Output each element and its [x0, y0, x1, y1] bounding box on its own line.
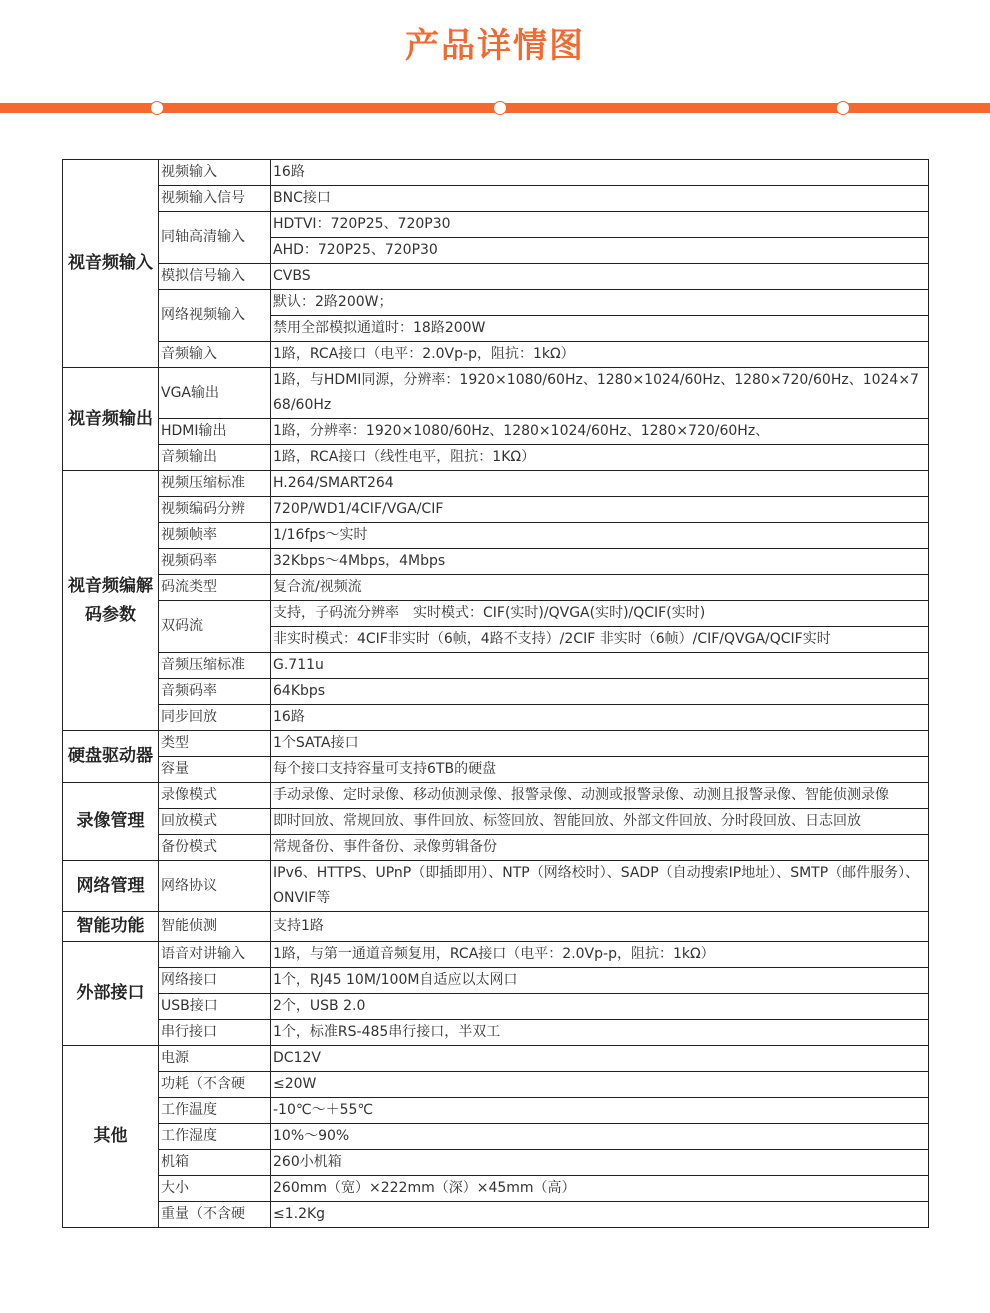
item-name-cell: 视频压缩标准: [159, 471, 271, 497]
table-row: [63, 968, 929, 994]
table-row: [63, 942, 929, 968]
item-value-cell: 1路，与HDMI同源，分辨率：1920×1080/60Hz、1280×1024/60Hz、1280×720/60Hz、1024×768/60Hz: [271, 368, 929, 419]
item-value-cell: 1/16fps～实时: [271, 523, 929, 549]
item-value-cell: 260mm（宽）×222mm（深）×45mm（高）: [271, 1176, 929, 1202]
item-name-cell: 音频输入: [159, 342, 271, 368]
item-name-cell: 工作湿度: [159, 1124, 271, 1150]
item-name-cell: 视频编码分辨: [159, 497, 271, 523]
table-row: [63, 1046, 929, 1072]
item-value-cell: 720P/WD1/4CIF/VGA/CIF: [271, 497, 929, 523]
table-row: [63, 471, 929, 497]
item-value-cell: H.264/SMART264: [271, 471, 929, 497]
category-cell: 视音频输入: [63, 160, 159, 368]
item-value-cell: -10℃～＋55℃: [271, 1098, 929, 1124]
table-row: [63, 186, 929, 212]
item-value-cell: 每个接口支持容量可支持6TB的硬盘: [271, 757, 929, 783]
divider-dot-icon: [836, 101, 850, 115]
table-row: [63, 445, 929, 471]
item-name-cell: 容量: [159, 757, 271, 783]
table-row: [63, 160, 929, 186]
item-name-cell: 视频输入: [159, 160, 271, 186]
item-value-cell: 非实时模式：4CIF非实时（6帧，4路不支持）/2CIF 非实时（6帧）/CIF/QVGA/QCIF实时: [271, 627, 929, 653]
table-row: [63, 731, 929, 757]
table-row: [63, 861, 929, 912]
category-cell: 视音频编解码参数: [63, 471, 159, 731]
table-row: [63, 653, 929, 679]
item-name-cell: 智能侦测: [159, 912, 271, 942]
item-name-cell: 音频输出: [159, 445, 271, 471]
item-value-cell: 常规备份、事件备份、录像剪辑备份: [271, 835, 929, 861]
item-name-cell: 双码流: [159, 601, 271, 653]
item-value-cell: 1路，分辨率：1920×1080/60Hz、1280×1024/60Hz、1280×720/60Hz、: [271, 419, 929, 445]
item-name-cell: 电源: [159, 1046, 271, 1072]
item-name-cell: VGA输出: [159, 368, 271, 419]
item-name-cell: 视频码率: [159, 549, 271, 575]
table-row: [63, 1202, 929, 1228]
item-name-cell: 网络接口: [159, 968, 271, 994]
table-row: [63, 290, 929, 316]
item-name-cell: 类型: [159, 731, 271, 757]
item-value-cell: DC12V: [271, 1046, 929, 1072]
item-name-cell: 同轴高清输入: [159, 212, 271, 264]
table-row: [63, 705, 929, 731]
item-value-cell: 1路，与第一通道音频复用，RCA接口（电平：2.0Vp-p，阻抗：1kΩ）: [271, 942, 929, 968]
item-name-cell: 功耗（不含硬: [159, 1072, 271, 1098]
item-value-cell: AHD：720P25、720P30: [271, 238, 929, 264]
item-value-cell: 16路: [271, 705, 929, 731]
table-row: [63, 994, 929, 1020]
table-row: [63, 809, 929, 835]
item-name-cell: 工作温度: [159, 1098, 271, 1124]
item-value-cell: 2个，USB 2.0: [271, 994, 929, 1020]
item-name-cell: HDMI输出: [159, 419, 271, 445]
item-name-cell: 音频码率: [159, 679, 271, 705]
table-row: [63, 1176, 929, 1202]
item-value-cell: IPv6、HTTPS、UPnP（即插即用）、NTP（网络校时）、SADP（自动搜索IP地址）、SMTP（邮件服务）、ONVIF等: [271, 861, 929, 912]
item-value-cell: 默认：2路200W；: [271, 290, 929, 316]
item-value-cell: 1个SATA接口: [271, 731, 929, 757]
category-cell: 视音频输出: [63, 368, 159, 471]
table-row: [63, 1150, 929, 1176]
item-name-cell: 音频压缩标准: [159, 653, 271, 679]
item-value-cell: 64Kbps: [271, 679, 929, 705]
table-row: [63, 783, 929, 809]
table-row: [63, 1072, 929, 1098]
table-row: [63, 1020, 929, 1046]
item-value-cell: 1个，标准RS-485串行接口，半双工: [271, 1020, 929, 1046]
item-value-cell: CVBS: [271, 264, 929, 290]
item-name-cell: 同步回放: [159, 705, 271, 731]
category-cell: 录像管理: [63, 783, 159, 861]
item-value-cell: 32Kbps～4Mbps，4Mbps: [271, 549, 929, 575]
item-name-cell: 机箱: [159, 1150, 271, 1176]
item-name-cell: USB接口: [159, 994, 271, 1020]
item-value-cell: 支持，子码流分辨率 实时模式：CIF(实时)/QVGA(实时)/QCIF(实时): [271, 601, 929, 627]
item-value-cell: 1个，RJ45 10M/100M自适应以太网口: [271, 968, 929, 994]
table-row: [63, 549, 929, 575]
item-value-cell: 1路，RCA接口（电平：2.0Vp-p，阻抗：1kΩ）: [271, 342, 929, 368]
category-cell: 硬盘驱动器: [63, 731, 159, 783]
item-value-cell: 复合流/视频流: [271, 575, 929, 601]
table-row: [63, 679, 929, 705]
item-name-cell: 备份模式: [159, 835, 271, 861]
table-row: [63, 1098, 929, 1124]
table-row: [63, 523, 929, 549]
item-name-cell: 串行接口: [159, 1020, 271, 1046]
item-value-cell: HDTVI：720P25、720P30: [271, 212, 929, 238]
item-value-cell: 支持1路: [271, 912, 929, 942]
item-value-cell: 1路，RCA接口（线性电平，阻抗：1KΩ）: [271, 445, 929, 471]
item-value-cell: 16路: [271, 160, 929, 186]
item-value-cell: G.711u: [271, 653, 929, 679]
item-name-cell: 视频帧率: [159, 523, 271, 549]
item-value-cell: 禁用全部模拟通道时：18路200W: [271, 316, 929, 342]
category-cell: 智能功能: [63, 912, 159, 942]
item-name-cell: 大小: [159, 1176, 271, 1202]
table-row: [63, 601, 929, 627]
table-row: [63, 497, 929, 523]
table-row: [63, 419, 929, 445]
item-name-cell: 视频输入信号: [159, 186, 271, 212]
category-cell: 外部接口: [63, 942, 159, 1046]
divider-dot-icon: [150, 101, 164, 115]
table-row: [63, 757, 929, 783]
table-row: [63, 212, 929, 238]
item-value-cell: 260小机箱: [271, 1150, 929, 1176]
item-name-cell: 网络视频输入: [159, 290, 271, 342]
item-name-cell: 语音对讲输入: [159, 942, 271, 968]
item-value-cell: 即时回放、常规回放、事件回放、标签回放、智能回放、外部文件回放、分时段回放、日志回放: [271, 809, 929, 835]
table-row: [63, 912, 929, 942]
category-cell: 其他: [63, 1046, 159, 1228]
table-row: [63, 835, 929, 861]
item-value-cell: BNC接口: [271, 186, 929, 212]
item-name-cell: 回放模式: [159, 809, 271, 835]
divider-dot-icon: [493, 101, 507, 115]
item-value-cell: ≤20W: [271, 1072, 929, 1098]
table-row: [63, 342, 929, 368]
table-row: [63, 575, 929, 601]
item-name-cell: 码流类型: [159, 575, 271, 601]
item-name-cell: 录像模式: [159, 783, 271, 809]
page-title: 产品详情图: [405, 26, 585, 66]
table-row: [63, 1124, 929, 1150]
category-cell: 网络管理: [63, 861, 159, 912]
item-value-cell: ≤1.2Kg: [271, 1202, 929, 1228]
item-name-cell: 模拟信号输入: [159, 264, 271, 290]
table-row: [63, 264, 929, 290]
item-value-cell: 10%～90%: [271, 1124, 929, 1150]
item-value-cell: 手动录像、定时录像、移动侦测录像、报警录像、动测或报警录像、动测且报警录像、智能侦测录像: [271, 783, 929, 809]
table-row: [63, 368, 929, 419]
item-name-cell: 网络协议: [159, 861, 271, 912]
item-name-cell: 重量（不含硬: [159, 1202, 271, 1228]
spec-table: [62, 159, 929, 1228]
